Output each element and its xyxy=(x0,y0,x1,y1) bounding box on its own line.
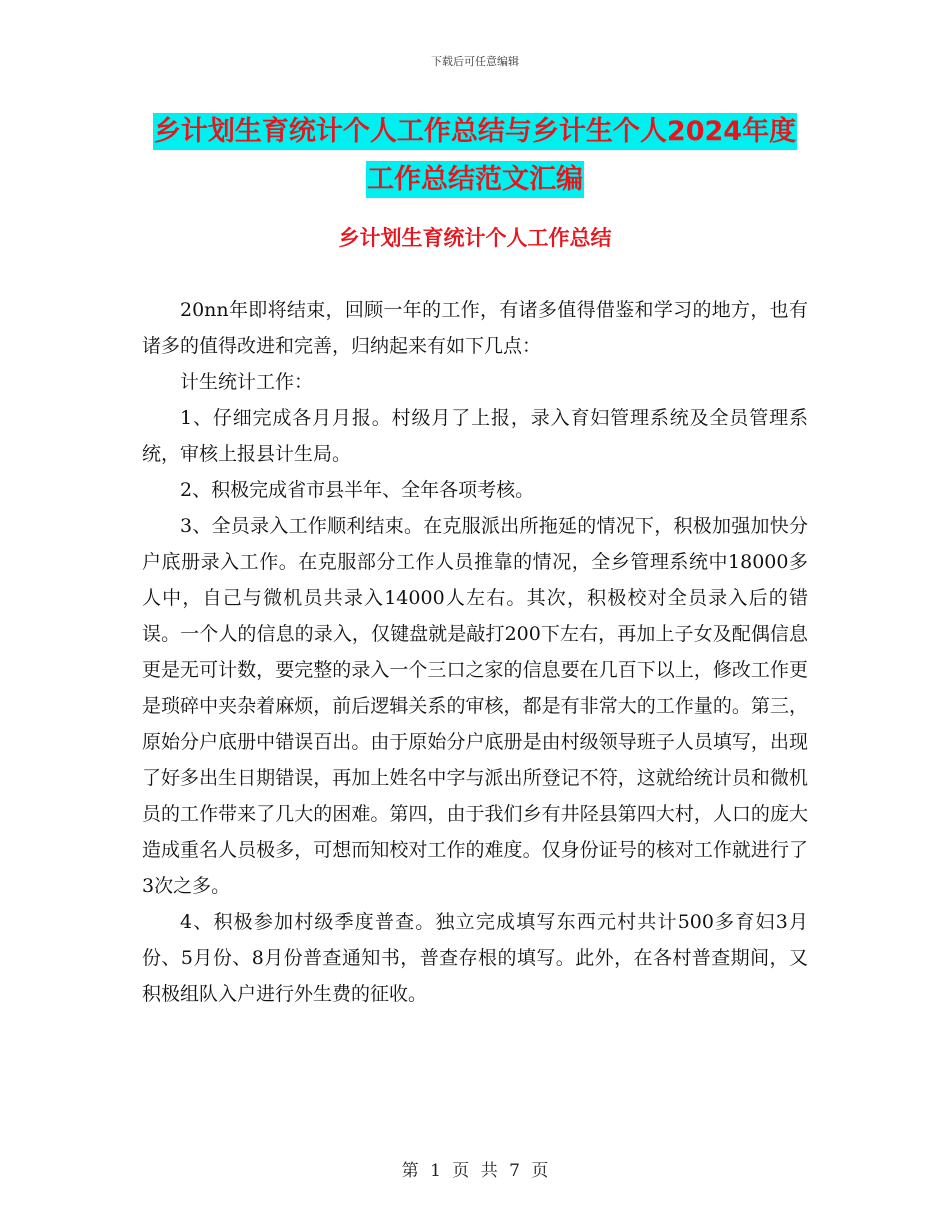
document-title-line-2: 工作总结范文汇编 xyxy=(366,161,584,198)
paragraph: 20nn年即将结束，回顾一年的工作，有诸多值得借鉴和学习的地方，也有诸多的值得改进和完善，归纳起来有如下几点： xyxy=(142,299,808,357)
header-note: 下载后可任意编辑 xyxy=(431,55,519,68)
section-title: 乡计划生育统计个人工作总结 xyxy=(338,226,612,250)
document-title xyxy=(0,108,950,204)
paragraph: 1、仔细完成各月月报。村级月了上报，录入育妇管理系统及全员管理系统，审核上报县计生局。 xyxy=(142,407,808,465)
paragraph: 3、全员录入工作顺利结束。在克服派出所拖延的情况下，积极加强加快分户底册录入工作。在克服部分工作人员推靠的情况，全乡管理系统中18000多人中，自己与微机员共录入14000人左右。其次，积极校对全员录入后的错误。一个人的信息的录入，仅键盘就是敲打200下左右，再加上子女及配偶信息更是无可计数，要完整的录入一个三口之家的信息要在几百下以上，修改工作更是琐碎中夹杂着麻烦，前后逻辑关系的审核，都是有非常大的工作量的。第三，原始分户底册中错误百出。由于原始分户底册是由村级领导班子人员填写，出现了好多出生日期错误，再加上姓名中字与派出所登记不符，这就给统计员和微机员的工作带来了几大的困难。第四，由于我们乡有井陉县第四大村，人口的庞大造成重名人员极多，可想而知校对工作的难度。仅身份证号的核对工作就进行了3次之多。 xyxy=(142,515,808,897)
document-title-line-1: 乡计划生育统计个人工作总结与乡计生个人2024年度 xyxy=(153,113,797,150)
paragraph: 计生统计工作： xyxy=(180,371,314,393)
paragraph: 4、积极参加村级季度普查。独立完成填写东西元村共计500多育妇3月份、5月份、8月份普查通知书，普查存根的填写。此外，在各村普查期间，又积极组队入户进行外生费的征收。 xyxy=(142,911,808,1005)
document-body xyxy=(142,292,808,1012)
page-number: 第 1 页 共 7 页 xyxy=(401,1161,549,1181)
paragraph: 2、积极完成省市县半年、全年各项考核。 xyxy=(180,479,535,501)
